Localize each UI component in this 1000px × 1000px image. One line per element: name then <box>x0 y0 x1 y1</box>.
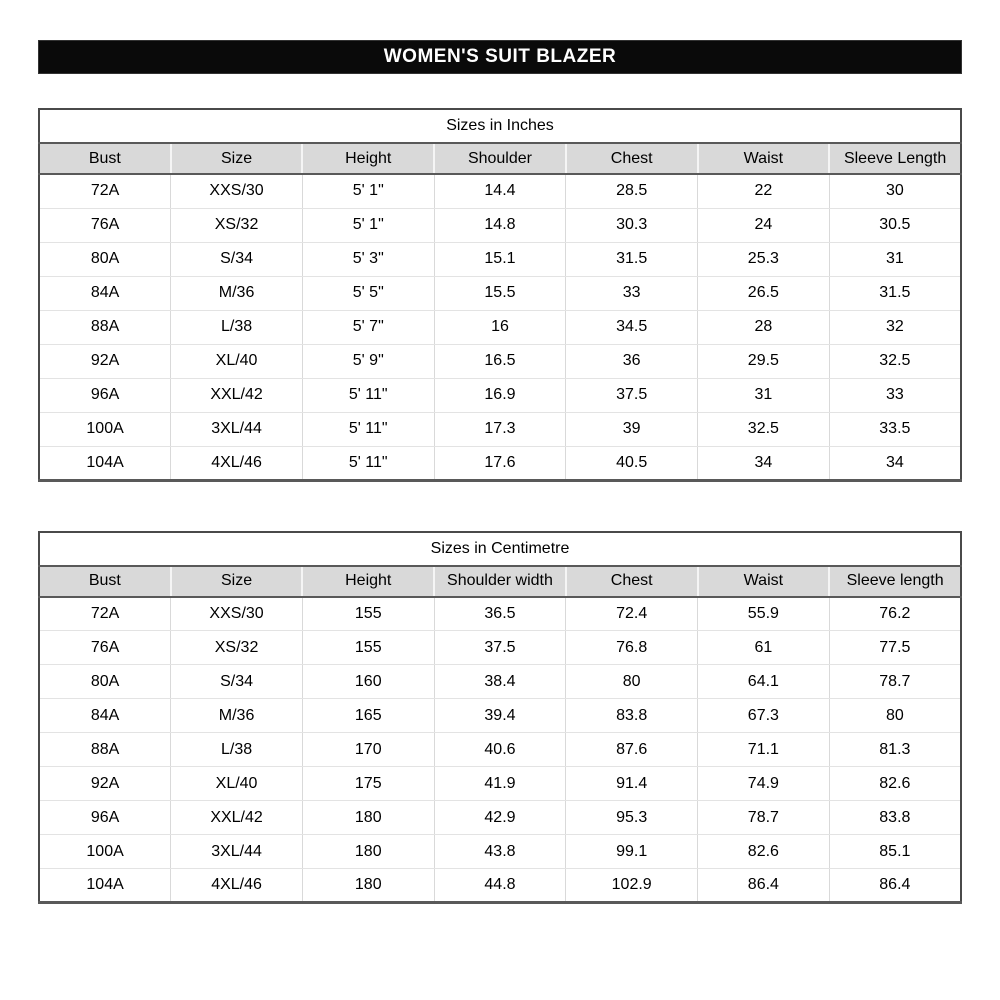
table-cell: 88A <box>39 733 171 767</box>
table-cell: XXL/42 <box>171 378 303 412</box>
table-cell: 76.2 <box>829 597 961 631</box>
table-cell: 37.5 <box>434 631 566 665</box>
table-cell: 28.5 <box>566 174 698 208</box>
table-cell: 37.5 <box>566 378 698 412</box>
table-cell: 61 <box>698 631 830 665</box>
table-cell: 80 <box>566 665 698 699</box>
table-cell: 99.1 <box>566 835 698 869</box>
table-row <box>39 801 961 835</box>
table-cell: 96A <box>39 801 171 835</box>
table-cell: 83.8 <box>829 801 961 835</box>
table-cell: 77.5 <box>829 631 961 665</box>
table-cell: 180 <box>302 801 434 835</box>
table-cell: 25.3 <box>698 242 830 276</box>
table-row <box>39 242 961 276</box>
table-cell: 15.5 <box>434 276 566 310</box>
column-header: Size <box>171 143 303 174</box>
table-cell: 74.9 <box>698 767 830 801</box>
table-cell: 95.3 <box>566 801 698 835</box>
table-cell: 55.9 <box>698 597 830 631</box>
table-cell: 4XL/46 <box>171 869 303 903</box>
table-cell: 34.5 <box>566 310 698 344</box>
table-cell: 3XL/44 <box>171 835 303 869</box>
table-cell: 160 <box>302 665 434 699</box>
table-row <box>39 446 961 480</box>
table-cell: 82.6 <box>698 835 830 869</box>
table-cell: 28 <box>698 310 830 344</box>
table-cell: 22 <box>698 174 830 208</box>
table-cell: 72A <box>39 174 171 208</box>
table-cell: 36 <box>566 344 698 378</box>
table-cell: 72.4 <box>566 597 698 631</box>
table-cell: 15.1 <box>434 242 566 276</box>
table-cell: XS/32 <box>171 208 303 242</box>
product-title: WOMEN'S SUIT BLAZER <box>383 46 617 67</box>
table-cell: S/34 <box>171 665 303 699</box>
table-cell: 41.9 <box>434 767 566 801</box>
table-title: Sizes in Inches <box>39 109 961 143</box>
table-row <box>39 869 961 903</box>
table-row <box>39 597 961 631</box>
table-cell: 76A <box>39 208 171 242</box>
table-cell: 5' 3" <box>302 242 434 276</box>
table-cell: 5' 11" <box>302 446 434 480</box>
table-cell: XS/32 <box>171 631 303 665</box>
table-cell: L/38 <box>171 310 303 344</box>
table-title: Sizes in Centimetre <box>39 532 961 566</box>
table-cell: 81.3 <box>829 733 961 767</box>
table-row <box>39 631 961 665</box>
table-cell: M/36 <box>171 276 303 310</box>
table-cell: 83.8 <box>566 699 698 733</box>
table-cell: 32 <box>829 310 961 344</box>
table-cell: M/36 <box>171 699 303 733</box>
table-cell: 16.9 <box>434 378 566 412</box>
table-cell: 32.5 <box>698 412 830 446</box>
table-cell: 92A <box>39 767 171 801</box>
table-cell: 17.3 <box>434 412 566 446</box>
table-cell: 155 <box>302 631 434 665</box>
table-cell: 3XL/44 <box>171 412 303 446</box>
column-header: Bust <box>39 143 171 174</box>
table-row <box>39 208 961 242</box>
table-cell: 87.6 <box>566 733 698 767</box>
table-row <box>39 835 961 869</box>
table-header-row <box>39 143 961 174</box>
table-cell: 30 <box>829 174 961 208</box>
table-cell: 39.4 <box>434 699 566 733</box>
table-cell: 33.5 <box>829 412 961 446</box>
table-cell: 26.5 <box>698 276 830 310</box>
table-cell: 180 <box>302 869 434 903</box>
column-header: Chest <box>566 143 698 174</box>
table-cell: 64.1 <box>698 665 830 699</box>
table-cell: 102.9 <box>566 869 698 903</box>
table-cell: 31 <box>698 378 830 412</box>
table-title-row <box>39 532 961 566</box>
table-cell: 14.8 <box>434 208 566 242</box>
table-cell: 31 <box>829 242 961 276</box>
table-cell: 91.4 <box>566 767 698 801</box>
column-header: Sleeve Length <box>829 143 961 174</box>
table-cell: 104A <box>39 869 171 903</box>
table-cell: 44.8 <box>434 869 566 903</box>
table-cell: 5' 11" <box>302 412 434 446</box>
table-cell: 78.7 <box>698 801 830 835</box>
table-cell: 175 <box>302 767 434 801</box>
column-header: Height <box>302 143 434 174</box>
column-header: Size <box>171 566 303 597</box>
column-header: Height <box>302 566 434 597</box>
table-cell: 76.8 <box>566 631 698 665</box>
table-cell: 170 <box>302 733 434 767</box>
table-row <box>39 310 961 344</box>
table-cell: 5' 5" <box>302 276 434 310</box>
table-cell: 33 <box>566 276 698 310</box>
table-cell: 34 <box>829 446 961 480</box>
table-cell: XXL/42 <box>171 801 303 835</box>
table-cell: 72A <box>39 597 171 631</box>
table-cell: 40.5 <box>566 446 698 480</box>
table-cell: 84A <box>39 699 171 733</box>
table-row <box>39 665 961 699</box>
table-row <box>39 174 961 208</box>
table-cell: 100A <box>39 412 171 446</box>
table-cell: 82.6 <box>829 767 961 801</box>
table-cell: 85.1 <box>829 835 961 869</box>
table-cell: 38.4 <box>434 665 566 699</box>
table-header-row <box>39 566 961 597</box>
table-cell: 86.4 <box>698 869 830 903</box>
table-cell: S/34 <box>171 242 303 276</box>
column-header: Bust <box>39 566 171 597</box>
table-title-row <box>39 109 961 143</box>
table-cell: 80 <box>829 699 961 733</box>
table-row <box>39 276 961 310</box>
table-cell: 5' 1" <box>302 208 434 242</box>
table-cell: 88A <box>39 310 171 344</box>
table-cell: 180 <box>302 835 434 869</box>
table-cell: 33 <box>829 378 961 412</box>
table-cell: 4XL/46 <box>171 446 303 480</box>
table-cell: 31.5 <box>566 242 698 276</box>
centimetre-size-table <box>38 531 962 905</box>
table-cell: 24 <box>698 208 830 242</box>
table-row <box>39 344 961 378</box>
table-cell: 80A <box>39 665 171 699</box>
table-cell: 31.5 <box>829 276 961 310</box>
column-header: Sleeve length <box>829 566 961 597</box>
table-cell: 29.5 <box>698 344 830 378</box>
table-cell: 5' 1" <box>302 174 434 208</box>
table-cell: 42.9 <box>434 801 566 835</box>
table-cell: 34 <box>698 446 830 480</box>
table-cell: L/38 <box>171 733 303 767</box>
table-cell: 92A <box>39 344 171 378</box>
column-header: Waist <box>698 566 830 597</box>
table-cell: 39 <box>566 412 698 446</box>
table-cell: 80A <box>39 242 171 276</box>
table-cell: 86.4 <box>829 869 961 903</box>
inches-size-table <box>38 108 962 482</box>
table-cell: 14.4 <box>434 174 566 208</box>
table-cell: 104A <box>39 446 171 480</box>
table-cell: 32.5 <box>829 344 961 378</box>
table-cell: 5' 11" <box>302 378 434 412</box>
table-cell: 78.7 <box>829 665 961 699</box>
table-cell: XL/40 <box>171 344 303 378</box>
table-cell: 96A <box>39 378 171 412</box>
table-cell: 67.3 <box>698 699 830 733</box>
table-row <box>39 412 961 446</box>
table-cell: 30.5 <box>829 208 961 242</box>
table-cell: 5' 7" <box>302 310 434 344</box>
table-row <box>39 699 961 733</box>
table-cell: XL/40 <box>171 767 303 801</box>
table-row <box>39 733 961 767</box>
table-cell: 76A <box>39 631 171 665</box>
table-cell: 100A <box>39 835 171 869</box>
table-cell: 71.1 <box>698 733 830 767</box>
column-header: Chest <box>566 566 698 597</box>
table-cell: 16 <box>434 310 566 344</box>
table-cell: 30.3 <box>566 208 698 242</box>
table-cell: 36.5 <box>434 597 566 631</box>
table-row <box>39 767 961 801</box>
table-cell: 84A <box>39 276 171 310</box>
column-header: Shoulder width <box>434 566 566 597</box>
table-cell: 17.6 <box>434 446 566 480</box>
table-cell: 165 <box>302 699 434 733</box>
table-cell: 155 <box>302 597 434 631</box>
table-cell: XXS/30 <box>171 597 303 631</box>
table-row <box>39 378 961 412</box>
table-cell: 40.6 <box>434 733 566 767</box>
table-cell: 43.8 <box>434 835 566 869</box>
table-cell: 16.5 <box>434 344 566 378</box>
table-cell: XXS/30 <box>171 174 303 208</box>
column-header: Waist <box>698 143 830 174</box>
table-cell: 5' 9" <box>302 344 434 378</box>
column-header: Shoulder <box>434 143 566 174</box>
product-title-bar <box>38 40 962 74</box>
